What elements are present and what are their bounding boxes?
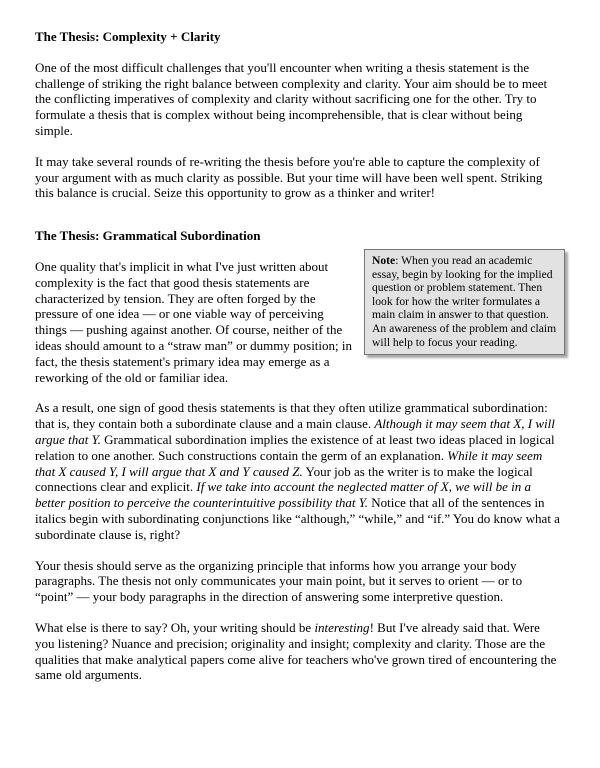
p2-text-e: Your job as the writer is to make the logical connections clear and explicit.	[35, 463, 533, 495]
note-label: Note	[372, 253, 396, 267]
p2-italic-example-1: Although it may seem that X, I will argue that Y.	[35, 416, 555, 447]
p2-text-a: As a result, one sign of good thesis statements is that they often utilize grammatical subordination: that is, they contain both a subordinate clause and a main clause.	[35, 400, 548, 432]
p4-text-c: ! But I've already said that. Were you listening? Nuance and precision; originality and insight; complexity and clarity. Those are the qualities that make analytical papers come alive for teachers who've grown tired of encountering the same old arguments.	[35, 619, 557, 683]
note-box	[364, 249, 565, 355]
p2-italic-example-3: If we take into account the neglected matter of X, we will be in a better position to perceive the counterintuitive possibility that Y.	[35, 479, 532, 511]
section2-paragraph-4	[35, 620, 560, 683]
section1-paragraph-2: It may take several rounds of re-writing the thesis before you're able to capture the complexity of your argument with as much clarity as possible. But your time will have been well spent. Striking this balance is crucial. Seize this opportunity to grow as a thinker and writer!	[35, 153, 543, 201]
section1-heading: The Thesis: Complexity + Clarity	[35, 29, 221, 44]
note-text: : When you read an academic essay, begin by looking for the implied question or problem statement. Then look for how the writer formulates a main claim in answer to that question. An awareness of the problem and claim will help to focus your reading.	[372, 253, 557, 349]
section2-heading: The Thesis: Grammatical Subordination	[35, 228, 261, 244]
p4-text-a: What else is there to say? Oh, your writing should be	[35, 619, 315, 635]
p2-italic-example-2: While it may seem that X caused Y, I will argue that X and Y caused Z.	[35, 447, 543, 479]
section2-paragraph-3: Your thesis should serve as the organizing principle that informs how you arrange your body paragraphs. The thesis not only communicates your main point, but it serves to orient — or to “point” — your body paragraphs in the direction of answering some interpretive question.	[35, 557, 523, 605]
section2	[35, 228, 560, 683]
section1-paragraph-1: One of the most difficult challenges that you'll encounter when writing a thesis statement is the challenge of striking the right balance between complexity and clarity. Your aim should be to meet the conflicting imperatives of complexity and clarity without sacrificing one for the other. Try to formulate a thesis that is complex without being incomprehensible, that is clear without being simple.	[35, 59, 548, 138]
p4-italic-word: interesting	[314, 619, 370, 635]
p2-text-c: Grammatical subordination implies the existence of at least two ideas placed in logical relation to one another. Such constructions contain the germ of an explanation.	[35, 431, 555, 463]
section2-paragraph-1: One quality that's implicit in what I've just written about complexity is the fact that good thesis statements are characterized by tension. They are often forged by the pressure of one idea — or one viable way of perceiving things — pushing against another. Of course, neither of the ideas should amount to a “straw man” or dummy position; in fact, the thesis statement's primary idea may emerge as a reworking of the old or familiar idea.	[35, 258, 353, 385]
p2-text-g: Notice that all of the sentences in italics begin with subordinating conjunctions like “although,” “while,” and “if.” You do know what a subordinate clause is, right?	[35, 495, 560, 542]
section2-paragraph-2	[35, 400, 560, 542]
